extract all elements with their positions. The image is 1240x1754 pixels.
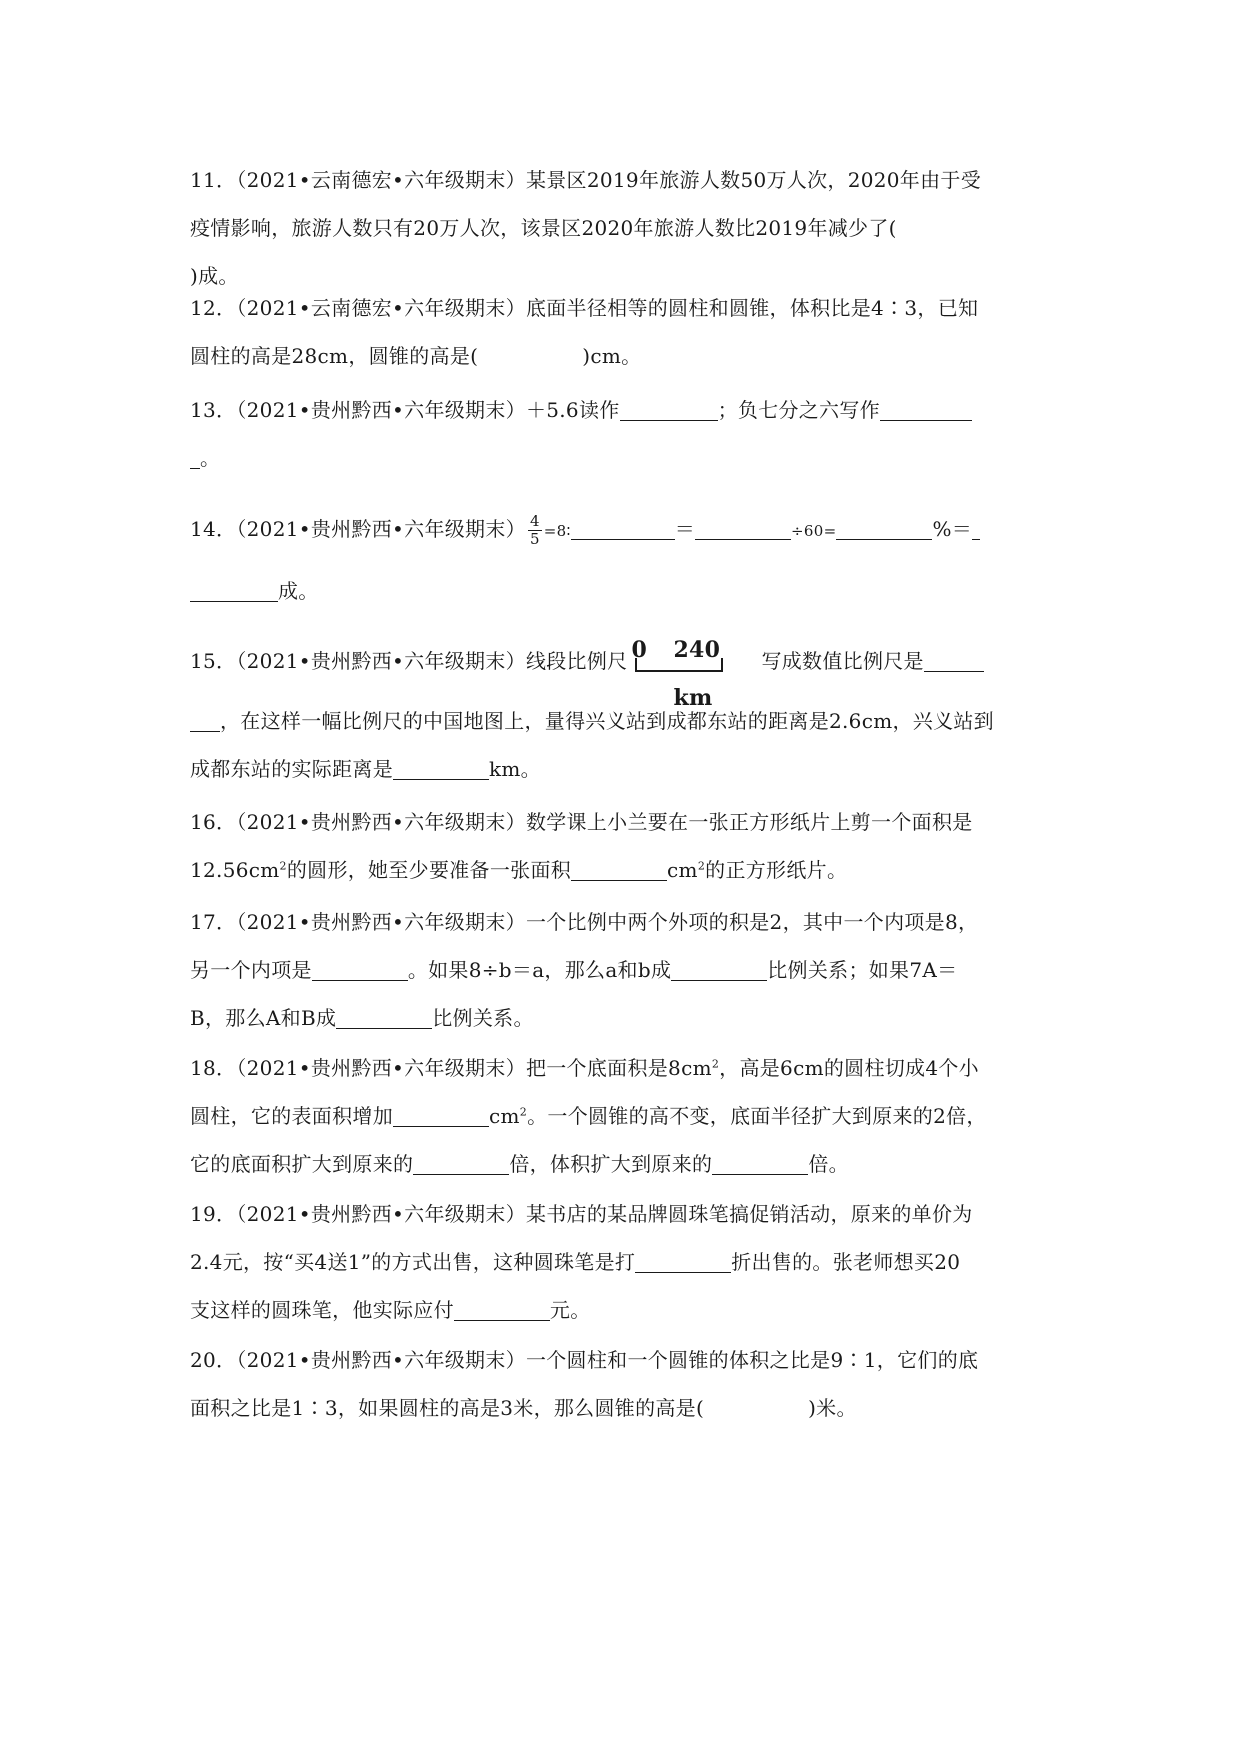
question-15 <box>190 636 1050 793</box>
answer-blank[interactable] <box>695 517 791 540</box>
question-text: 另一个内项是 <box>190 958 312 982</box>
question-16-line-2 <box>190 846 1050 894</box>
scale-zero-label: 0 <box>631 637 648 663</box>
question-text: 比例关系。 <box>432 1006 534 1030</box>
question-number: 12． <box>190 296 237 320</box>
question-20-line-2 <box>190 1384 1050 1432</box>
scale-bar-segment <box>635 658 723 672</box>
question-text: )米。 <box>808 1396 857 1420</box>
question-text: 底面半径相等的圆柱和圆锥，体积比是4∶3，已知 <box>525 296 979 320</box>
question-source: （2021•贵州黔西•六年级期末） <box>236 398 526 422</box>
answer-blank[interactable] <box>924 649 984 672</box>
superscript: 2 <box>697 859 706 873</box>
question-19-line-2 <box>190 1238 1050 1286</box>
question-20 <box>190 1336 1050 1432</box>
question-text: 面积之比是1∶3，如果圆柱的高是3米，那么圆锥的高是( <box>190 1396 705 1420</box>
question-number: 16． <box>190 810 237 834</box>
question-text: 比例关系；如果7A＝ <box>767 958 958 982</box>
answer-blank[interactable] <box>880 398 972 421</box>
question-text: 某景区2019年旅游人数50万人次，2020年由于受 <box>525 168 981 192</box>
scale-distance-label: 240 km <box>673 637 721 711</box>
question-text: 某书店的某品牌圆珠笔搞促销活动，原来的单价为 <box>525 1202 973 1226</box>
question-text: ，在这样一幅比例尺的中国地图上，量得兴义站到成都东站的距离是2.6cm，兴义站到 <box>220 709 994 733</box>
question-number: 14． <box>190 517 237 541</box>
question-text: ÷60= <box>791 522 837 540</box>
question-text: 成都东站的实际距离是 <box>190 757 393 781</box>
question-text: ＝ <box>674 517 696 541</box>
question-text: %＝ <box>932 517 973 541</box>
question-text: 写成数值比例尺是 <box>761 649 924 673</box>
question-11 <box>190 156 1050 300</box>
answer-blank[interactable] <box>671 958 767 981</box>
answer-blank[interactable] <box>336 1006 432 1029</box>
question-text: 2.4元，按“买4送1”的方式出售，这种圆珠笔是打 <box>190 1250 636 1274</box>
fraction-numerator: 4 <box>529 512 540 530</box>
question-text: 。如果8÷b＝a，那么a和b成 <box>407 958 672 982</box>
question-text: 元。 <box>549 1298 591 1322</box>
question-text: 支这样的圆珠笔，他实际应付 <box>190 1298 454 1322</box>
question-14-line-2 <box>190 567 1050 615</box>
fraction-denominator: 5 <box>529 530 540 548</box>
answer-blank[interactable] <box>972 517 980 540</box>
question-18-line-1 <box>190 1044 1050 1092</box>
question-text: 圆柱，它的表面积增加 <box>190 1104 393 1128</box>
answer-blank[interactable] <box>454 1298 550 1321</box>
question-text: 。 <box>200 446 221 470</box>
question-18-line-2 <box>190 1092 1050 1140</box>
question-source: （2021•贵州黔西•六年级期末） <box>236 1056 526 1080</box>
question-17-line-3 <box>190 994 1050 1042</box>
answer-blank[interactable] <box>393 757 489 780</box>
question-number: 20． <box>190 1348 237 1372</box>
question-text: 成。 <box>278 579 319 603</box>
question-13 <box>190 386 1050 482</box>
question-text: 圆柱的高是28cm，圆锥的高是( <box>190 344 479 368</box>
question-16-line-1 <box>190 798 1050 846</box>
question-text: cm <box>489 1104 520 1128</box>
answer-blank[interactable] <box>712 1152 808 1175</box>
answer-blank[interactable] <box>620 398 718 421</box>
question-13-line-2 <box>190 434 1050 482</box>
question-text: 折出售的。张老师想买20 <box>731 1250 961 1274</box>
question-number: 17． <box>190 910 237 934</box>
line-scale-bar <box>631 636 757 711</box>
answer-blank-continued <box>190 579 278 602</box>
question-number: 11． <box>190 168 237 192</box>
question-text: ；负七分之六写作 <box>717 398 880 422</box>
superscript: 2 <box>519 1105 528 1119</box>
question-13-line-1 <box>190 386 1050 434</box>
question-11-line-1 <box>190 156 1050 204</box>
question-text: =8∶ <box>543 522 571 540</box>
question-12-line-1 <box>190 284 1050 332</box>
question-15-line-3 <box>190 745 1050 793</box>
answer-blank[interactable] <box>312 958 408 981</box>
answer-blank-continued <box>190 709 220 732</box>
question-text: 倍，体积扩大到原来的 <box>509 1152 713 1176</box>
question-source: （2021•贵州黔西•六年级期末） <box>236 517 526 541</box>
question-number: 13． <box>190 398 237 422</box>
question-text: ，高是6cm的圆柱切成4个小 <box>719 1056 979 1080</box>
question-text: 把一个底面积是8cm <box>525 1056 712 1080</box>
question-19-line-3 <box>190 1286 1050 1334</box>
question-text: 线段比例尺 <box>525 649 628 673</box>
answer-blank[interactable] <box>571 858 667 881</box>
question-11-line-2: 疫情影响，旅游人数只有20万人次，该景区2020年旅游人数比2019年减少了( <box>190 216 897 240</box>
question-text: 12.56cm <box>190 858 280 882</box>
question-source: （2021•贵州黔西•六年级期末） <box>236 810 526 834</box>
answer-blank[interactable] <box>836 517 932 540</box>
answer-blank[interactable] <box>393 1104 489 1127</box>
question-17 <box>190 898 1050 1042</box>
question-number: 19． <box>190 1202 237 1226</box>
question-17-line-1 <box>190 898 1050 946</box>
question-16 <box>190 798 1050 894</box>
question-source: （2021•贵州黔西•六年级期末） <box>236 910 526 934</box>
question-text: 它的底面积扩大到原来的 <box>190 1152 414 1176</box>
superscript: 2 <box>279 859 287 873</box>
question-14 <box>190 505 1050 615</box>
question-text: km。 <box>489 757 541 781</box>
question-19 <box>190 1190 1050 1334</box>
question-text: 一个比例中两个外项的积是2，其中一个内项是8， <box>525 910 979 934</box>
question-17-line-2 <box>190 946 1050 994</box>
answer-blank[interactable] <box>571 517 675 540</box>
question-text: cm <box>667 858 698 882</box>
answer-blank-continued <box>190 446 200 469</box>
question-14-line-1 <box>190 505 1050 555</box>
question-source: （2021•云南德宏•六年级期末） <box>236 296 526 320</box>
fraction-four-fifths <box>528 513 542 548</box>
question-12-line-2 <box>190 332 1050 380</box>
question-text: 的圆形，她至少要准备一张面积 <box>286 858 572 882</box>
answer-blank[interactable] <box>413 1152 509 1175</box>
question-source: （2021•贵州黔西•六年级期末） <box>236 1202 526 1226</box>
question-text: 倍。 <box>808 1152 849 1176</box>
question-text: 一个圆柱和一个圆锥的体积之比是9∶1，它们的底 <box>525 1348 979 1372</box>
question-number: 18． <box>190 1056 237 1080</box>
question-source: （2021•贵州黔西•六年级期末） <box>236 1348 526 1372</box>
question-text: ＋5.6读作 <box>525 398 620 422</box>
question-15-line-2 <box>190 697 1050 745</box>
question-12 <box>190 284 1050 380</box>
superscript: 2 <box>711 1057 720 1071</box>
question-19-line-1 <box>190 1190 1050 1238</box>
question-number: 15． <box>190 649 237 673</box>
question-text: B，那么A和B成 <box>190 1006 337 1030</box>
question-source: （2021•贵州黔西•六年级期末） <box>236 649 526 673</box>
question-18-line-3 <box>190 1140 1050 1188</box>
question-11-line-3: )成。 <box>190 264 239 288</box>
question-text: 。一个圆锥的高不变，底面半径扩大到原来的2倍， <box>527 1104 987 1128</box>
question-text: )cm。 <box>582 344 642 368</box>
question-20-line-1 <box>190 1336 1050 1384</box>
question-text: 的正方形纸片。 <box>705 858 848 882</box>
question-15-line-1 <box>190 636 1050 711</box>
question-source: （2021•云南德宏•六年级期末） <box>236 168 526 192</box>
question-text: 数学课上小兰要在一张正方形纸片上剪一个面积是 <box>525 810 973 834</box>
question-18 <box>190 1044 1050 1188</box>
answer-blank[interactable] <box>635 1250 731 1273</box>
